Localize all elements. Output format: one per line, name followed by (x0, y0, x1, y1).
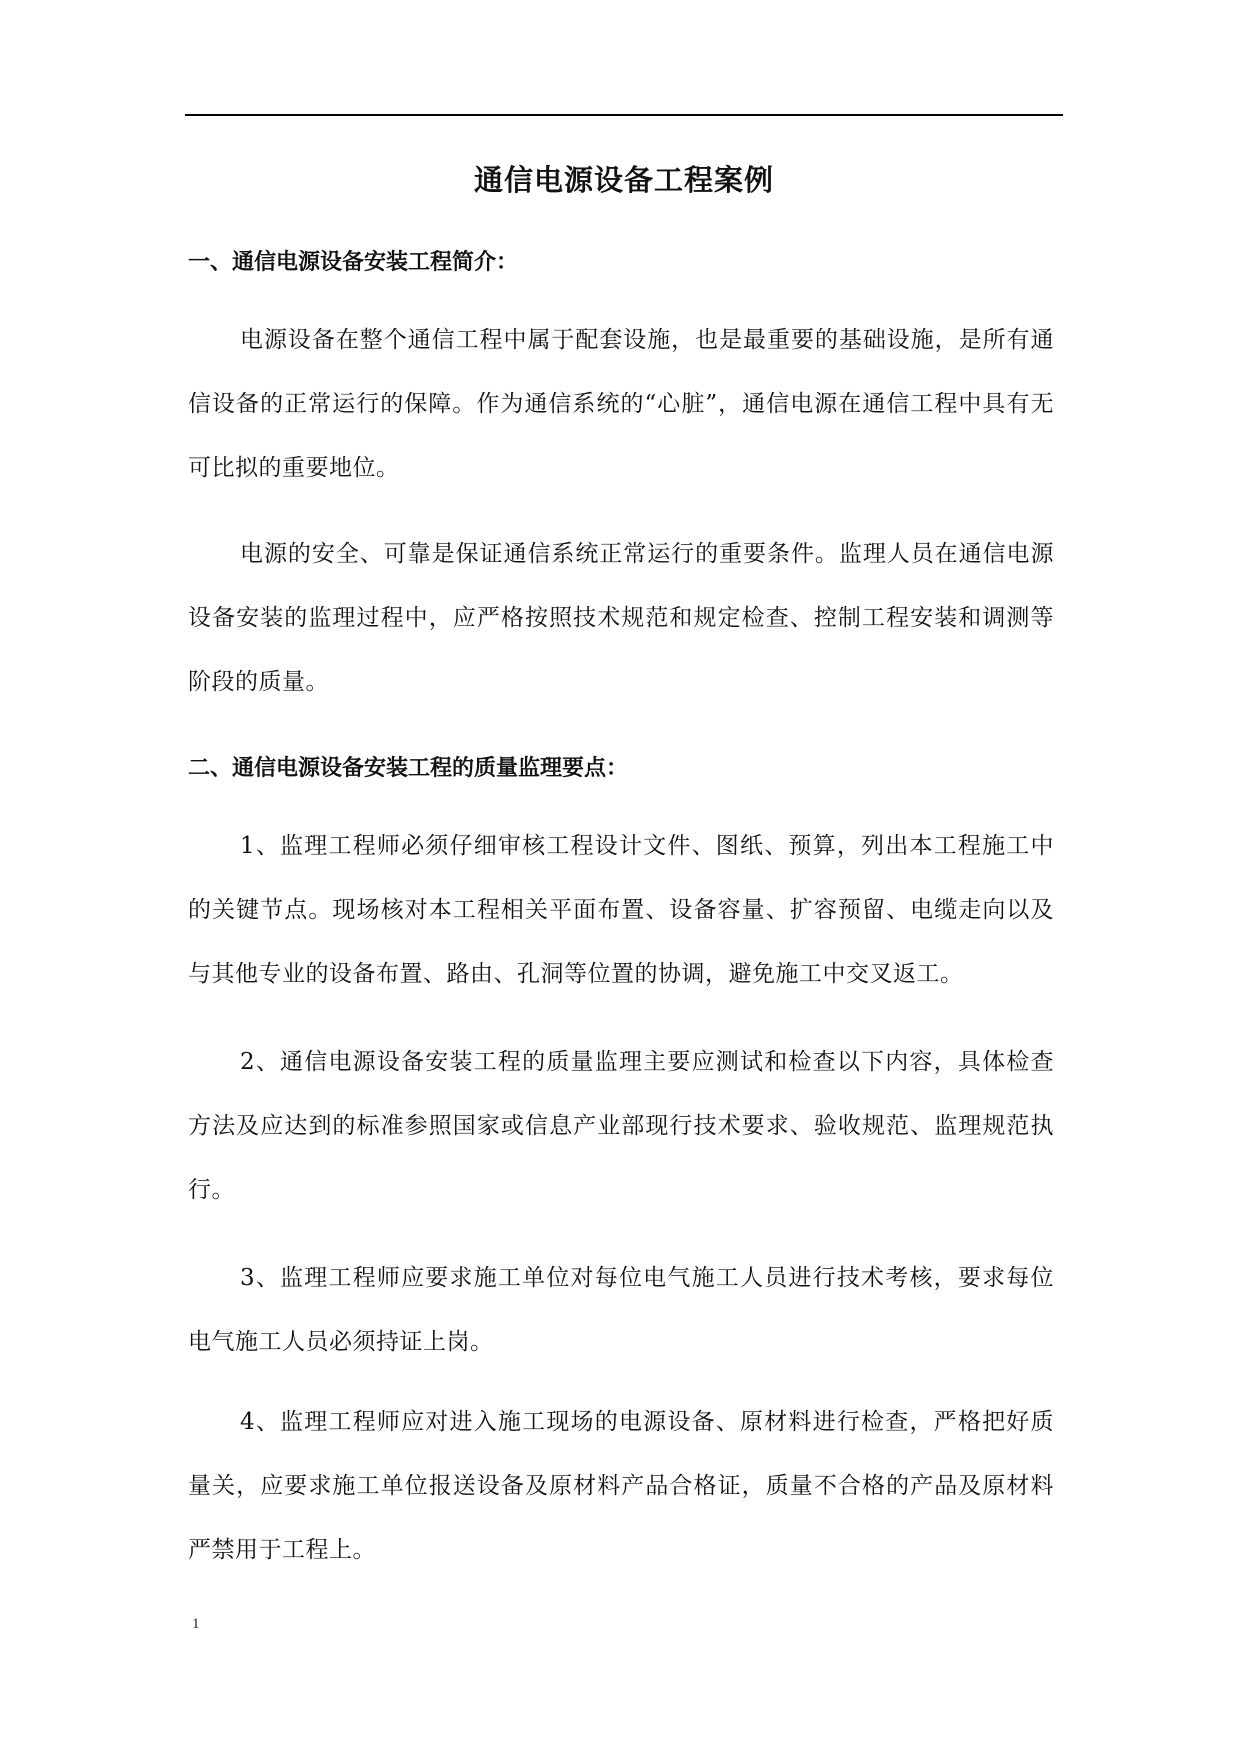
paragraph-intro-2: 电源的安全、可靠是保证通信系统正常运行的重要条件。监理人员在通信电源设备安装的监理过程中，应严格按照技术规范和规定检查、控制工程安装和调测等阶段的质量。 (188, 541, 1054, 695)
page-number: 1 (192, 1616, 200, 1632)
section-heading-2: 二、通信电源设备安装工程的质量监理要点： (188, 756, 629, 781)
paragraph-intro-1: 电源设备在整个通信工程中属于配套设施，也是最重要的基础设施，是所有通信设备的正常运行的保障。作为通信系统的“心脏”，通信电源在通信工程中具有无可比拟的重要地位。 (188, 327, 1054, 481)
paragraph-point-4: 4、监理工程师应对进入施工现场的电源设备、原材料进行检查，严格把好质量关，应要求施工单位报送设备及原材料产品合格证，质量不合格的产品及原材料严禁用于工程上。 (188, 1409, 1054, 1563)
paragraph-point-3: 3、监理工程师应要求施工单位对每位电气施工人员进行技术考核，要求每位电气施工人员必须持证上岗。 (188, 1265, 1054, 1355)
paragraph-point-2: 2、通信电源设备安装工程的质量监理主要应测试和检查以下内容，具体检查方法及应达到的标准参照国家或信息产业部现行技术要求、验收规范、监理规范执行。 (188, 1049, 1054, 1203)
paragraph-point-1: 1、监理工程师必须仔细审核工程设计文件、图纸、预算，列出本工程施工中的关键节点。现场核对本工程相关平面布置、设备容量、扩容预留、电缆走向以及与其他专业的设备布置、路由、孔洞等位置的协调，避免施工中交叉返工。 (188, 833, 1054, 987)
section-heading-1: 一、通信电源设备安装工程简介： (188, 250, 519, 275)
document-title: 通信电源设备工程案例 (473, 163, 774, 197)
header-rule (185, 114, 1063, 116)
